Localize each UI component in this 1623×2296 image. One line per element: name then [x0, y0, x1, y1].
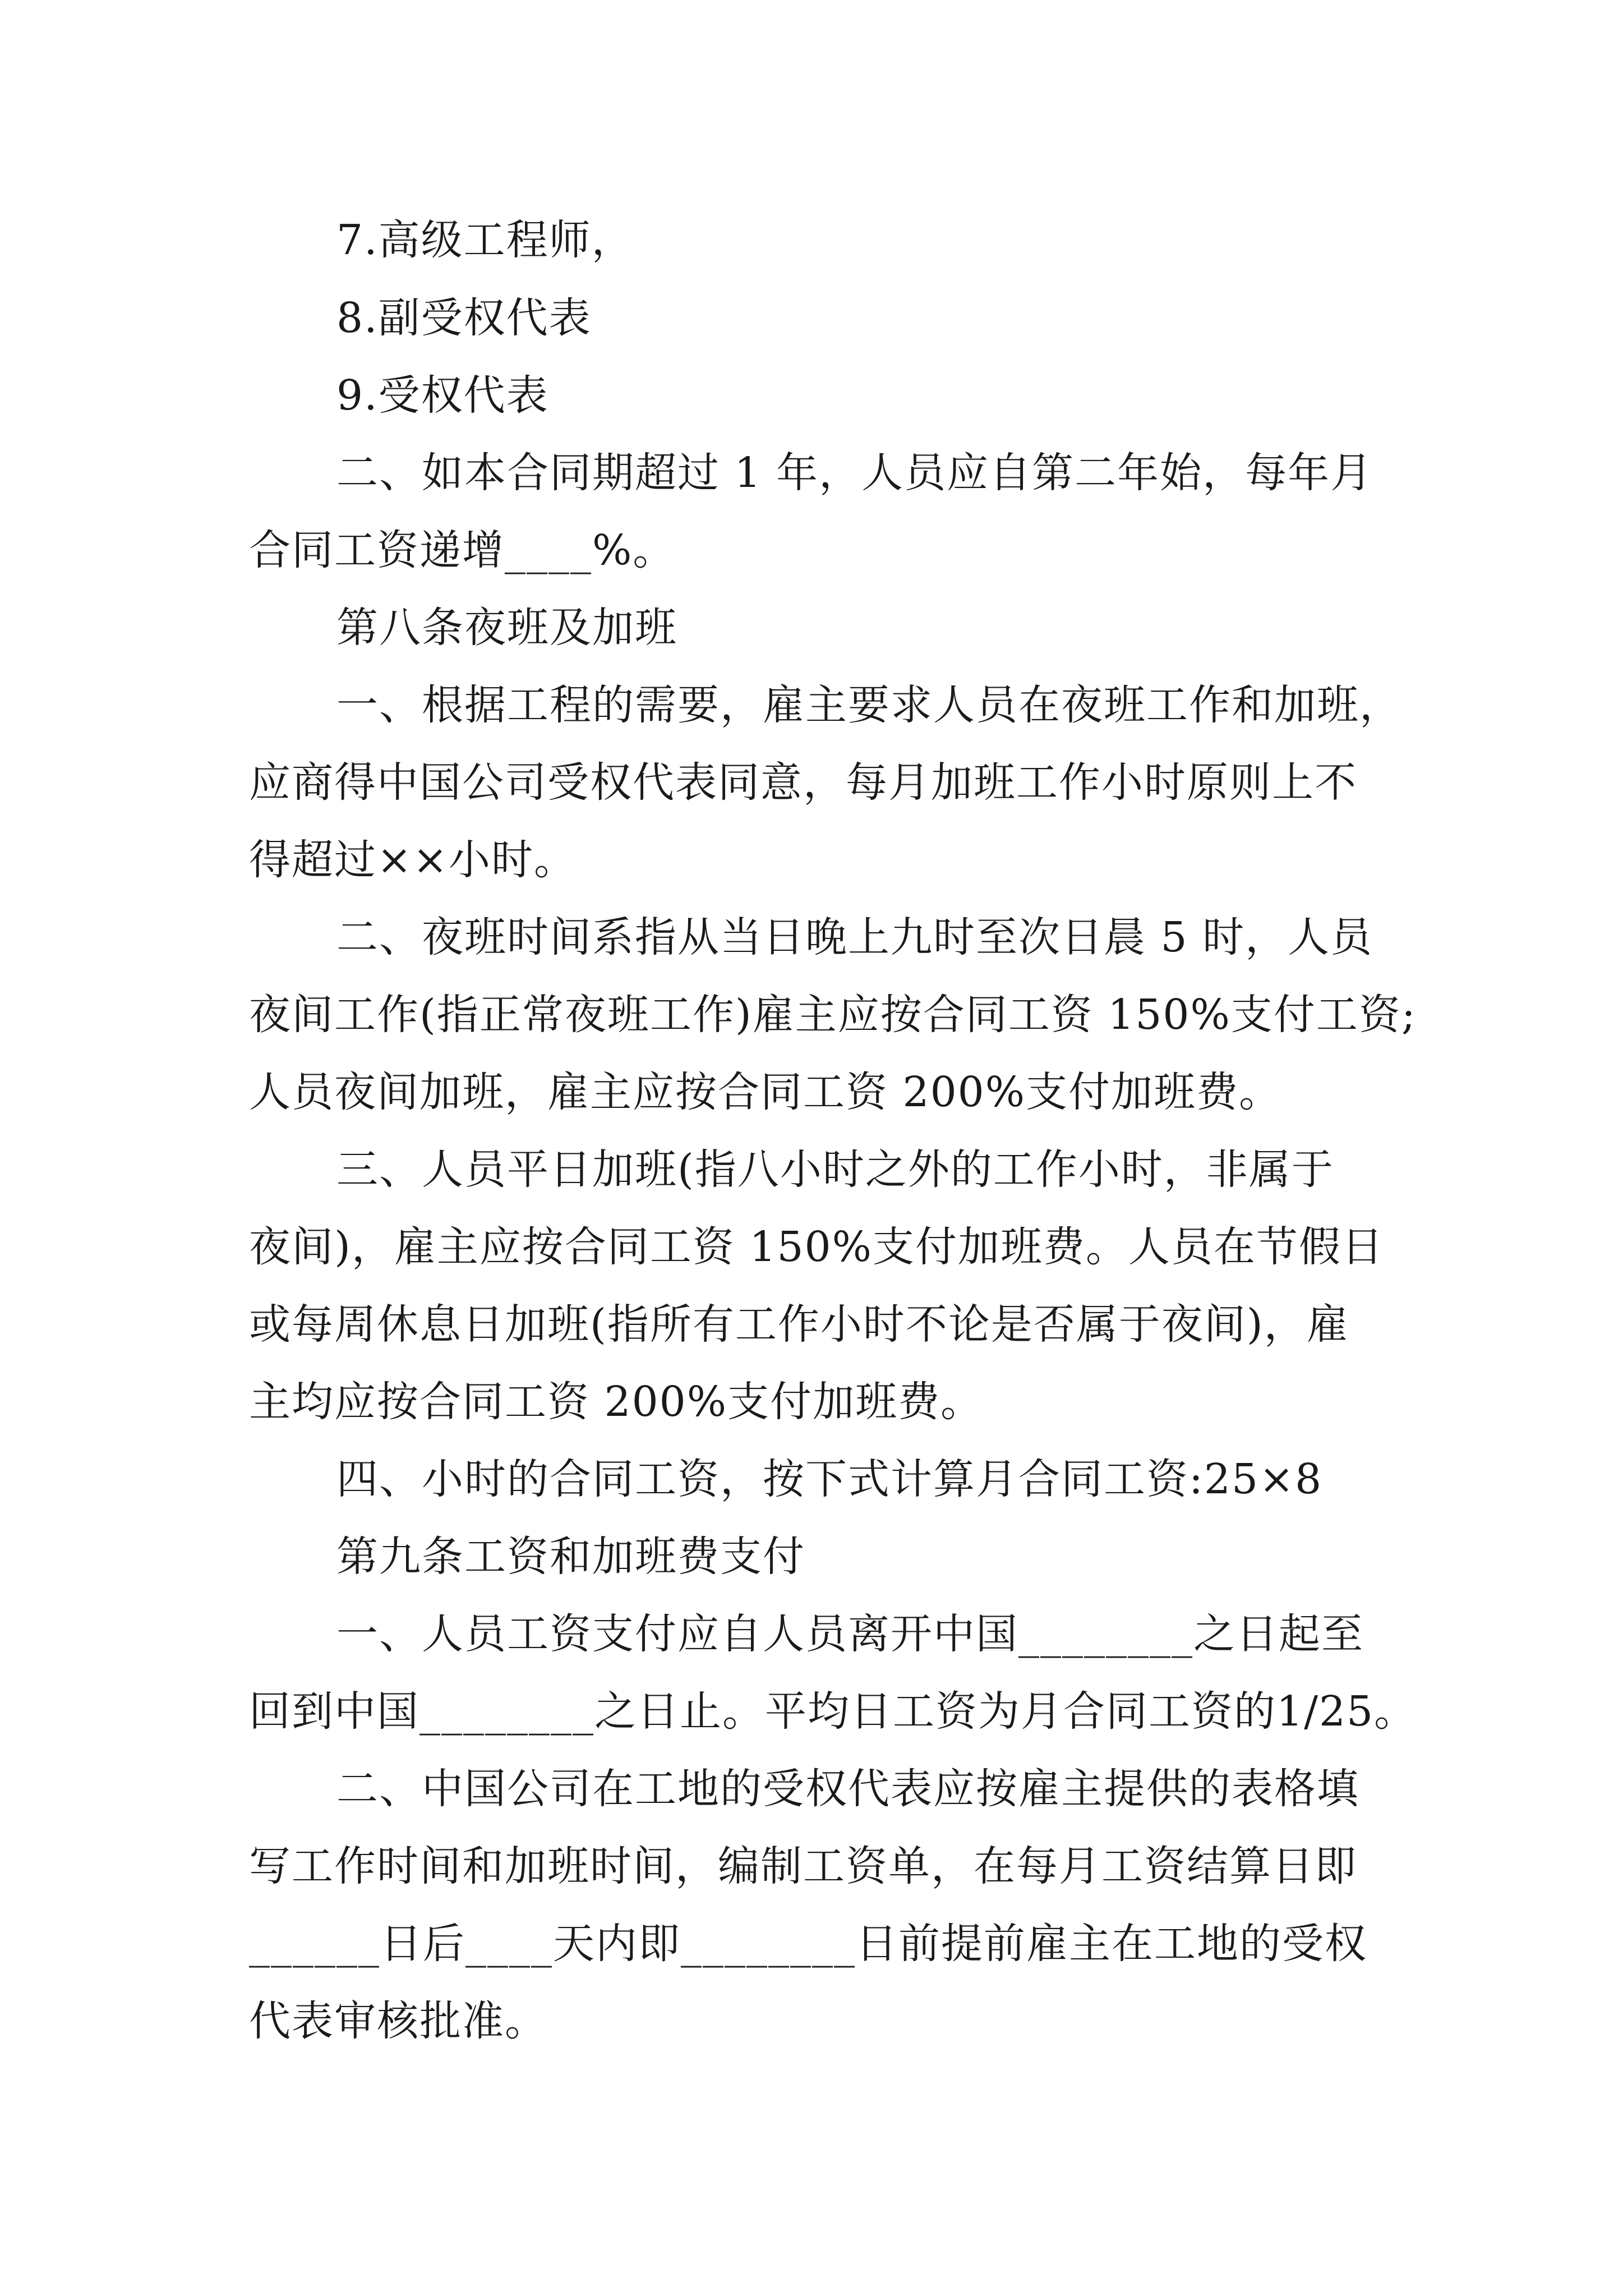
paragraph-line: 回到中国________之日止。平均日工资为月合同工资的1/25。: [249, 1687, 1417, 1736]
paragraph-line: 四、小时的合同工资，按下式计算月合同工资:25×8: [336, 1455, 1323, 1503]
paragraph-line: ______日后____天内即________日前提前雇主在工地的受权: [249, 1920, 1367, 1968]
paragraph-line: 合同工资递增____%。: [249, 526, 676, 574]
list-item-deputy-representative: 8.副受权代表: [336, 294, 592, 342]
paragraph-line: 或每周休息日加班(指所有工作小时不论是否属于夜间)，雇: [249, 1300, 1349, 1349]
paragraph-line: 人员夜间加班，雇主应按合同工资 200%支付加班费。: [249, 1068, 1282, 1116]
paragraph-line: 代表审核批准。: [249, 1997, 547, 2045]
paragraph-line: 二、中国公司在工地的受权代表应按雇主提供的表格填: [336, 1765, 1359, 1813]
paragraph-line: 得超过××小时。: [249, 836, 577, 884]
paragraph-line: 三、人员平日加班(指八小时之外的工作小时，非属于: [336, 1145, 1334, 1194]
paragraph-line: 夜间工作(指正常夜班工作)雇主应按合同工资 150%支付工资;: [249, 991, 1417, 1039]
list-item-senior-engineer: 7.高级工程师，: [336, 216, 634, 264]
paragraph-line: 二、如本合同期超过 1 年，人员应自第二年始，每年月: [336, 449, 1373, 497]
section-heading-article-9: 第九条工资和加班费支付: [336, 1533, 805, 1581]
paragraph-line: 一、根据工程的需要，雇主要求人员在夜班工作和加班，: [336, 681, 1402, 729]
paragraph-line: 二、夜班时间系指从当日晚上九时至次日晨 5 时，人员: [336, 913, 1373, 961]
paragraph-line: 写工作时间和加班时间，编制工资单，在每月工资结算日即: [249, 1842, 1357, 1890]
list-item-representative: 9.受权代表: [336, 371, 549, 420]
paragraph-line: 夜间)，雇主应按合同工资 150%支付加班费。人员在节假日: [249, 1223, 1384, 1271]
paragraph-line: 一、人员工资支付应自人员离开中国________之日起至: [336, 1610, 1364, 1658]
paragraph-line: 主均应按合同工资 200%支付加班费。: [249, 1378, 984, 1426]
paragraph-line: 应商得中国公司受权代表同意，每月加班工作小时原则上不: [249, 758, 1357, 807]
section-heading-article-8: 第八条夜班及加班: [336, 604, 677, 652]
